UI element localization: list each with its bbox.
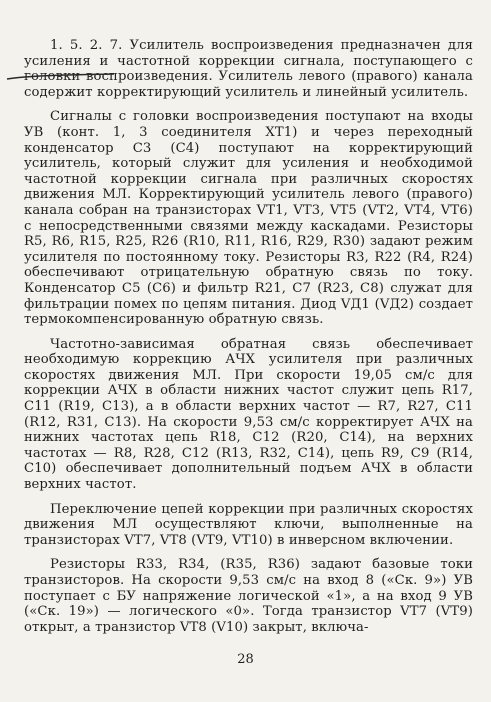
paragraph-4: Переключение цепей коррекции при различных скоростях движения МЛ осуществляют ключи, выполненные на транзисторах VT7, VT8 (VT9, VT10) в инверсном включении. [24,501,473,548]
paragraph-1: 1. 5. 2. 7. Усилитель воспроизведения предназначен для усиления и частотной коррекции сигнала, поступающего с головки воспроизведения. Усилитель левого (правого) канала содержит корректирующий усилитель и линейный усилитель. [24,38,473,100]
paragraph-3: Частотно-зависимая обратная связь обеспечивает необходимую коррекцию АЧХ усилителя при различных скоростях движения МЛ. При скорости 19,05 см/с для коррекции АЧХ в области нижних частот служит цепь R17, С11 (R19, С13), а в области верхних частот — R7, R27, С11 (R12, R31, С13). На скорости 9,53 см/с корректирует АЧХ на нижних частотах цепь R18, С12 (R20, С14), на верхних частотах — R8, R28, С12 (R13, R32, С14), цепь R9, С9 (R14, С10) обеспечивает дополнительный подъем АЧХ в области верхних частот. [24,336,473,493]
page-number: 28 [237,652,254,667]
paragraph-5: Резисторы R33, R34, (R35, R36) задают базовые токи транзисторов. На скорости 9,53 см/с на вход 8 («Ск. 9») УВ поступает с БУ напряжение логической «1», а на вход 9 УВ («Ск. 19») — логического «0». Тогда транзистор VT7 (VT9) открыт, а транзистор VT8 (V10) закрыт, включа- [24,557,473,635]
paragraph-2: Сигналы с головки воспроизведения поступают на входы УВ (конт. 1, 3 соединителя ХТ1) и через переходный конденсатор С3 (С4) поступают на корректирующий усилитель, который служит для усиления и необходимой частотной коррекции сигнала при различных скоростях движения МЛ. Корректирующий усилитель левого (правого) канала собран на транзисторах VT1, VT3, VT5 (VT2, VT4, VT6) с непосредственными связями между каскадами. Резисторы R5, R6, R15, R25, R26 (R10, R11, R16, R29, R30) задают режим усилителя по постоянному току. Резисторы R3, R22 (R4, R24) обеспечивают отрицательную обратную связь по току. Конденсатор С5 (С6) и фильтр R21, С7 (R23, С8) служат для фильтрации помех по цепям питания. Диод VД1 (VД2) создает термокомпенсированную обратную связь. [24,109,473,328]
